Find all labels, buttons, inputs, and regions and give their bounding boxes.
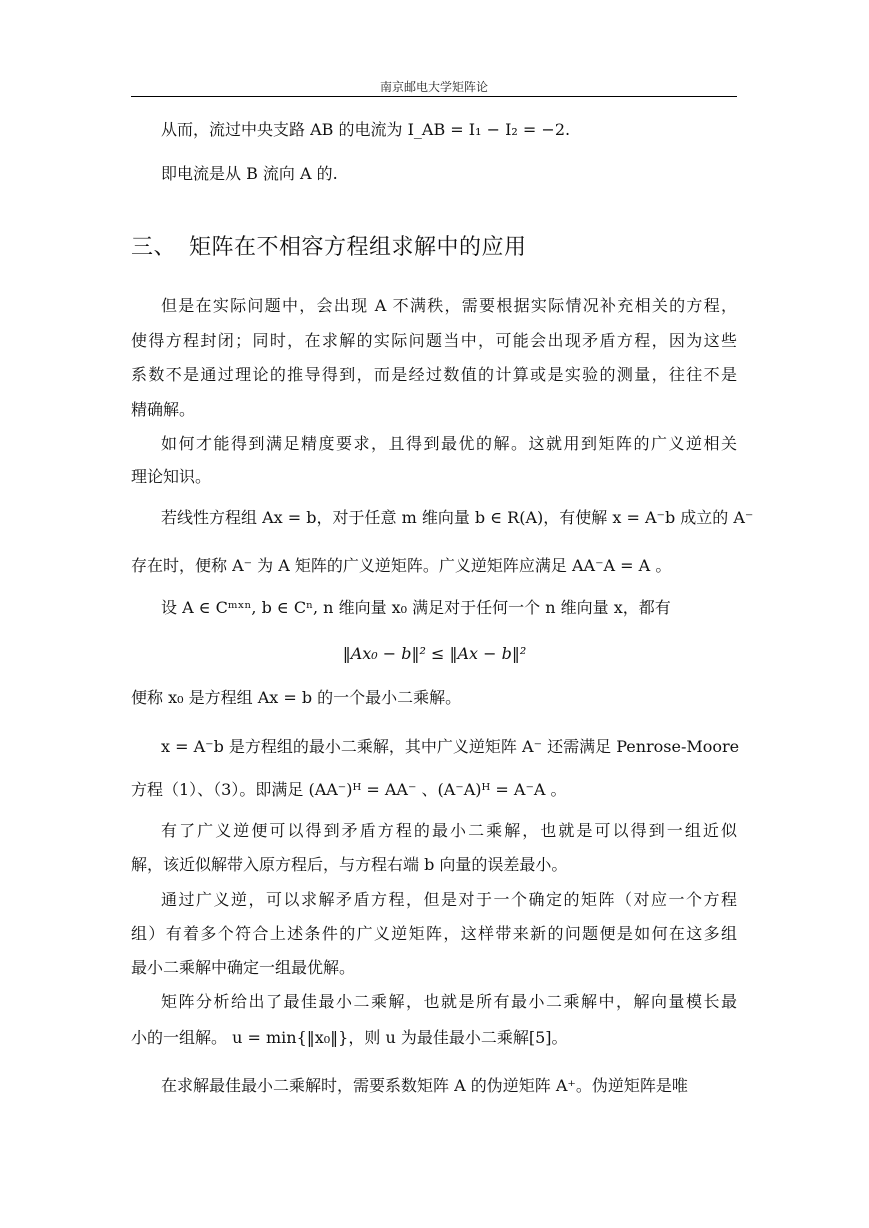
text-line: 小的一组解。 u = min{‖x₀‖}，则 u 为最佳最小二乘解[5]。 (131, 1028, 568, 1047)
text-line: 使得方程封闭；同时，在求解的实际问题当中，可能会出现矛盾方程，因为这些 (131, 331, 737, 350)
text-line: 解，该近似解带入原方程后，与方程右端 b 向量的误差最小。 (131, 855, 568, 874)
text-line: 最小二乘解中确定一组最优解。 (131, 958, 356, 977)
text-line: 便称 x₀ 是方程组 Ax = b 的一个最小二乘解。 (131, 688, 462, 707)
text-line: 方程（1）、（3）。即满足 (AA⁻)ᴴ = AA⁻ 、(A⁻A)ᴴ = A⁻A 。 (131, 780, 567, 799)
text-line: 精确解。 (131, 400, 196, 419)
text-line: 有了广义逆便可以得到矛盾方程的最小二乘解，也就是可以得到一组近似 (161, 821, 737, 840)
inequality-formula: ‖Ax₀ − b‖² ≤ ‖Ax − b‖² (342, 644, 527, 663)
text-line: 在求解最佳最小二乘解时，需要系数矩阵 A 的伪逆矩阵 A⁺。伪逆矩阵是唯 (161, 1076, 688, 1095)
text-line: 设 A ∈ Cᵐˣⁿ, b ∈ Cⁿ, n 维向量 x₀ 满足对于任何一个 n 维向量 x，都有 (161, 598, 671, 617)
text-line: 系数不是通过理论的推导得到，而是经过数值的计算或是实验的测量，往往不是 (131, 365, 737, 384)
text-line: 如何才能得到满足精度要求，且得到最优的解。这就用到矩阵的广义逆相关 (161, 434, 737, 453)
page-header: 南京邮电大学矩阵论 (379, 80, 488, 94)
section-heading (131, 230, 527, 261)
text-line: 组）有着多个符合上述条件的广义逆矩阵，这样带来新的问题便是如何在这多组 (131, 924, 737, 943)
text-line: 但是在实际问题中，会出现 A 不满秩，需要根据实际情况补充相关的方程， (161, 296, 737, 315)
text-line: 矩阵分析给出了最佳最小二乘解，也就是所有最小二乘解中，解向量模长最 (161, 992, 737, 1011)
section-number: 三、 (131, 235, 177, 260)
text-line: 若线性方程组 Ax = b，对于任意 m 维向量 b ∈ R(A)，有使解 x = A⁻b 成立的 A⁻ (161, 508, 754, 527)
header-rule (131, 96, 737, 97)
text-line: 通过广义逆，可以求解矛盾方程，但是对于一个确定的矩阵（对应一个方程 (161, 890, 737, 909)
text-line: 存在时，便称 A⁻ 为 A 矩阵的广义逆矩阵。广义逆矩阵应满足 AA⁻A = A 。 (131, 556, 672, 575)
section-title: 矩阵在不相容方程组求解中的应用 (189, 235, 527, 260)
text-line: 即电流是从 B 流向 A 的. (161, 164, 338, 183)
text-line: x = A⁻b 是方程组的最小二乘解，其中广义逆矩阵 A⁻ 还需满足 Penrose-Moore (161, 737, 740, 756)
text-line: 理论知识。 (131, 467, 212, 486)
text-line: 从而，流过中央支路 AB 的电流为 I_AB = I₁ − I₂ = −2. (161, 120, 571, 139)
